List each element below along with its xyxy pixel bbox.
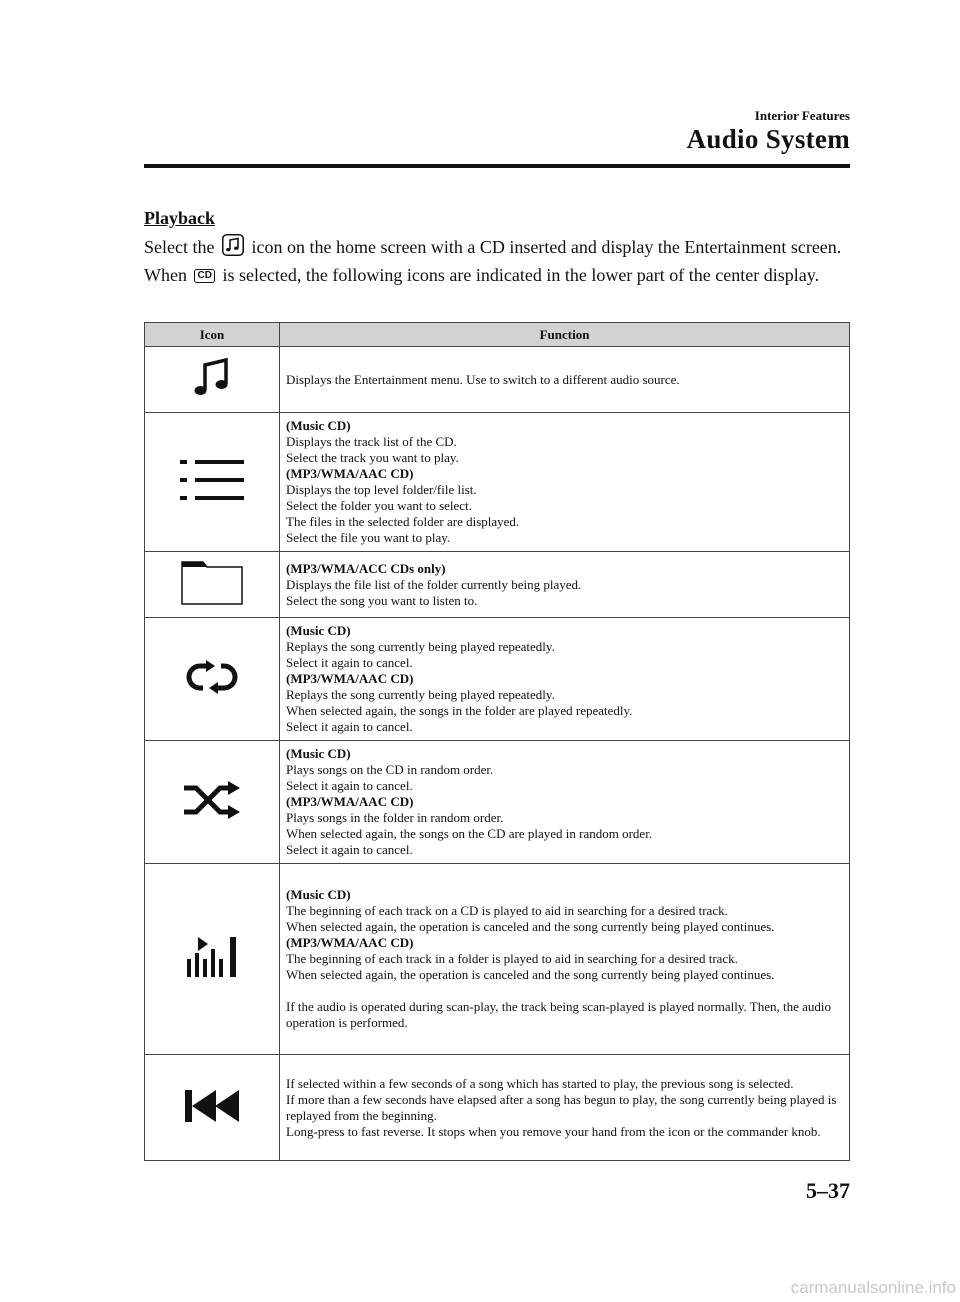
icon-cell xyxy=(145,618,280,741)
previous-track-icon xyxy=(185,1090,239,1126)
repeat-icon xyxy=(184,660,240,698)
function-cell xyxy=(280,413,850,552)
function-text: Select the folder you want to select. xyxy=(286,498,472,513)
scan-icon xyxy=(186,937,238,981)
function-text: Plays songs on the CD in random order. xyxy=(286,762,494,777)
function-text: Displays the track list of the CD. xyxy=(286,434,457,449)
media-type-label: (MP3/WMA/AAC CD) xyxy=(286,935,414,950)
function-text: If the audio is operated during scan-play, the track being scan-played is played normally. Then, the audio operation is performed. xyxy=(286,999,831,1030)
music-note-icon xyxy=(222,234,244,263)
function-text: The beginning of each track on a CD is played to aid in searching for a desired track. xyxy=(286,903,728,918)
function-text: If selected within a few seconds of a song which has started to play, the previous song is selected. xyxy=(286,1075,794,1091)
column-header-icon: Icon xyxy=(145,323,280,347)
icon-cell xyxy=(145,413,280,552)
icon-cell xyxy=(145,864,280,1055)
function-text: Replays the song currently being played repeatedly. xyxy=(286,639,555,654)
media-type-label: (Music CD) xyxy=(286,623,351,638)
function-text: Select the file you want to play. xyxy=(286,530,451,545)
icon-cell xyxy=(145,347,280,413)
folder-icon xyxy=(181,561,243,609)
function-text: Long-press to fast reverse. It stops when you remove your hand from the icon or the commander knob. xyxy=(286,1123,821,1139)
function-text: When selected again, the operation is canceled and the song currently being played continues. xyxy=(286,919,775,934)
function-cell xyxy=(280,864,850,1055)
intro-text-2: icon on the home screen with a CD inserted and display the Entertainment screen. When xyxy=(144,237,842,285)
function-text: Displays the file list of the folder currently being played. xyxy=(286,576,582,592)
intro-text-1: Select the xyxy=(144,237,215,257)
music-note-icon xyxy=(192,357,232,403)
function-text: When selected again, the songs in the folder are played repeatedly. xyxy=(286,703,633,718)
function-cell xyxy=(280,552,850,618)
function-table xyxy=(144,322,850,1161)
page-number: 5–37 xyxy=(806,1178,850,1203)
list-icon xyxy=(180,459,244,505)
media-type-label: (MP3/WMA/AAC CD) xyxy=(286,466,414,481)
watermark: carmanualsonline.info xyxy=(790,1278,956,1297)
intro-text-3: is selected, the following icons are indicated in the lower part of the center display. xyxy=(222,265,820,285)
table-row xyxy=(145,413,850,552)
cd-icon: CD xyxy=(194,269,214,283)
function-text: The beginning of each track in a folder is played to aid in searching for a desired track. xyxy=(286,951,738,966)
function-cell xyxy=(280,1055,850,1161)
function-text: Replays the song currently being played repeatedly. xyxy=(286,687,555,702)
header-divider xyxy=(144,164,850,168)
function-text: Select it again to cancel. xyxy=(286,778,413,793)
function-text: Plays songs in the folder in random order. xyxy=(286,810,504,825)
intro-paragraph xyxy=(144,234,856,288)
media-type-label: (Music CD) xyxy=(286,746,351,761)
media-type-label: (Music CD) xyxy=(286,418,351,433)
icon-cell xyxy=(145,741,280,864)
icon-cell xyxy=(145,552,280,618)
table-row xyxy=(145,618,850,741)
function-cell xyxy=(280,347,850,413)
function-cell xyxy=(280,741,850,864)
function-text: If more than a few seconds have elapsed after a song has begun to play, the song currently being played is replayed from the beginning. xyxy=(286,1091,837,1123)
media-type-label: (Music CD) xyxy=(286,887,351,902)
section-heading: Playback xyxy=(144,208,216,228)
function-text: The files in the selected folder are displayed. xyxy=(286,514,520,529)
function-text: Select it again to cancel. xyxy=(286,719,413,734)
column-header-function: Function xyxy=(280,323,850,347)
section-label: Interior Features xyxy=(754,108,850,123)
function-text: Displays the top level folder/file list. xyxy=(286,482,477,497)
function-text: When selected again, the songs on the CD are played in random order. xyxy=(286,826,653,841)
table-row xyxy=(145,1055,850,1161)
function-text: Select it again to cancel. xyxy=(286,842,413,857)
table-header-row xyxy=(145,323,850,347)
function-text: Select it again to cancel. xyxy=(286,655,413,670)
function-text: Select the track you want to play. xyxy=(286,450,459,465)
table-row xyxy=(145,347,850,413)
table-row xyxy=(145,552,850,618)
page-title: Audio System xyxy=(686,124,850,154)
shuffle-icon xyxy=(182,780,242,824)
media-type-label: (MP3/WMA/AAC CD) xyxy=(286,671,414,686)
table-row xyxy=(145,741,850,864)
media-type-label: (MP3/WMA/ACC CDs only) xyxy=(286,560,446,576)
function-text xyxy=(286,983,843,999)
function-text: Displays the Entertainment menu. Use to switch to a different audio source. xyxy=(286,371,680,387)
table-row xyxy=(145,864,850,1055)
media-type-label: (MP3/WMA/AAC CD) xyxy=(286,794,414,809)
function-text: Select the song you want to listen to. xyxy=(286,592,478,608)
function-cell xyxy=(280,618,850,741)
icon-cell xyxy=(145,1055,280,1161)
function-text: When selected again, the operation is canceled and the song currently being played continues. xyxy=(286,967,775,982)
